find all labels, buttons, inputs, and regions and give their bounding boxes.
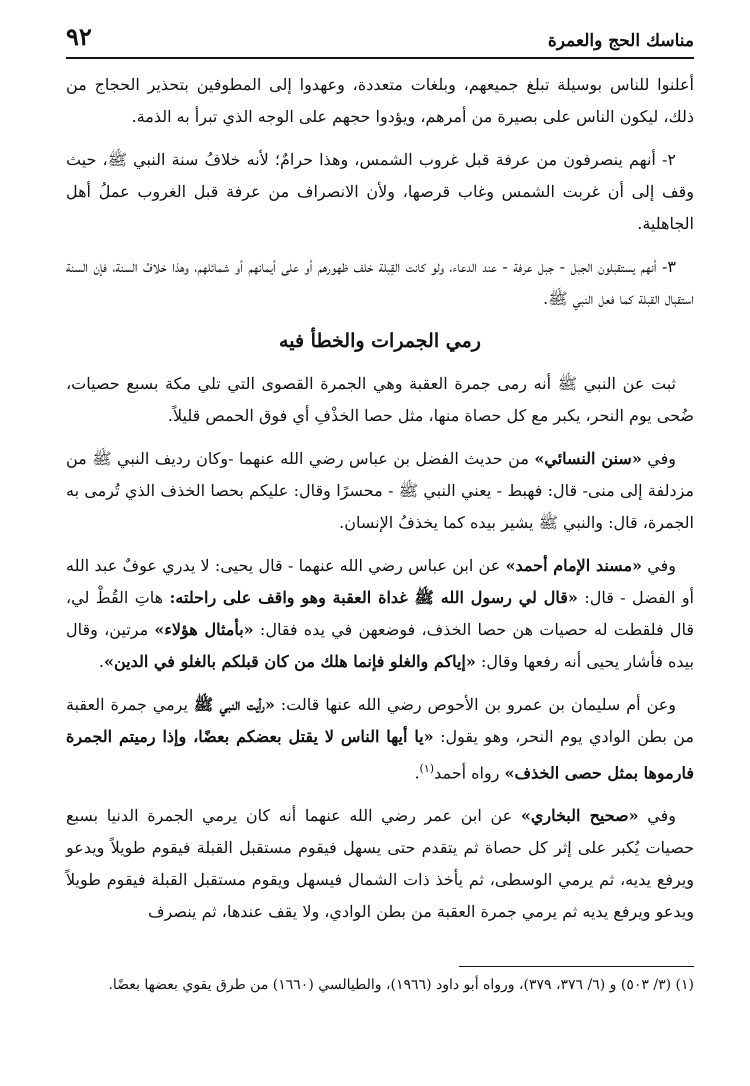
source-title: «مسند الإمام أحمد» [505,556,643,575]
paragraph-jamarat-1: ثبت عن النبي ﷺ أنه رمى جمرة العقبة وهي الجمرة القصوى التي تلي مكة بسبع حصيات، ضُحى يوم النحر، يكبر مع كل حصاة منها، مثل حصا الخذْفِ أي فوق الحمص قليلاً. [66,374,694,425]
text-span: مرتين، وقال بيده فأشار يحيى أنه رفعها وقال: [66,620,694,671]
text-span: وفي [642,556,676,575]
footnote: (١) (٣/ ٥٠٣) و (٦/ ٣٧٦، ٣٧٩)، ورواه أبو داود (١٩٦٦)، والطيالسي (١٦٦٠) من طرق يقوي بعضها بعضًا. [108,977,694,993]
text-span: . [98,652,104,671]
paragraph-jamarat-3 [66,550,694,678]
source-title: «سنن النسائي» [534,449,642,468]
section-heading: رمي الجمرات والخطأ فيه [279,330,481,352]
text-span: رواه أحمد [434,763,505,783]
text-span: يرمي جمرة العقبة من بطن الوادي يوم النحر، وهو يقول: [66,695,694,746]
text-span: وعن أم سليمان بن عمرو بن الأحوص رضي الله عنها قالت: [274,695,677,714]
text-span: من حديث الفضل بن عباس رضي الله عنهما -وكان رديف النبي ﷺ من مزدلفة إلى منى- قال: فهبط - يعني النبي ﷺ - محسرًا وقال: عليكم بحصا الخذف الذي تُرمى به الجمرة، قال: والنبي ﷺ يشير بيده كما يخذفُ الإنسان. [66,449,694,532]
hadith-quote: «قال لي رسول الله ﷺ غداة العقبة وهو واقف على راحلته: [169,588,578,607]
text-span: . [414,763,420,783]
text-span: عن ابن عباس رضي الله عنهما - قال يحيى: لا يدري عوفٌ عبد الله أو الفضل - قال: [66,556,695,607]
running-title: مناسك الحج والعمرة [547,31,694,51]
header-divider [66,57,694,59]
paragraph-point-2: ٢- أنهم ينصرفون من عرفة قبل غروب الشمس، وهذا حرامٌ؛ لأنه خلافُ سنة النبي ﷺ، حيث وقف إلى أن غربت الشمس وغاب قرصها، ولأن الانصراف من عرفة قبل الغروب عملُ أهل الجاهلية. [66,150,694,233]
paragraph-jamarat-2 [66,443,694,539]
source-title: «صحيح البخاري» [520,806,639,826]
page-header [66,22,694,57]
paragraph-jamarat-5 [66,800,694,928]
footnote-divider [459,966,694,967]
footnote-reference[interactable]: (١) [419,762,435,775]
text-span: وفي [638,806,677,826]
paragraph-jamarat-4 [66,689,694,789]
hadith-quote: «بأمثال هؤلاء» [154,620,254,639]
text-span: هاتِ القُطْ لي، قال فلقطت له حصيات هن حصا الخذف، فوضعهن في يده فقال: [66,588,694,639]
paragraph-continuation: أعلنوا للناس بوسيلة تبلغ جميعهم، وبلغات متعددة، وعهدوا إلى المطوفين بتحذير الحجاج من ذلك، ليكون الناس على بصيرة من أمرهم، ويؤدوا حجهم على الوجه الذي تبرأ به الذمة. [66,75,694,126]
hadith-quote: «رأيت النبي ﷺ [193,695,275,714]
text-span: وفي [641,449,676,468]
hadith-quote: «يا أيها الناس لا يقتل بعضكم بعضًا، وإذا رميتم الجمرة فارموها بمثل حصى الخذف» [66,727,694,783]
page-number: ٩٢ [66,22,92,51]
paragraph-point-3: ٣- أنهم يستقبلون الجبل - جبل عرفة - عند الدعاء، ولو كانت القِبلة خلف ظهورهم أو على أيمانهم أو شمائلهم، وهذا خلافُ السنة، فإن السنة استقبال القبلة كما فعل النبي ﷺ. [66,257,694,308]
hadith-quote: «إياكم والغلو فإنما هلك من كان قبلكم بالغلو في الدين» [103,652,476,671]
text-span: عن ابن عمر رضي الله عنهما أنه كان يرمي الجمرة الدنيا بسبع حصيات يُكبر على إثر كل حصاة ثم يتقدم حتى يسهل فيقوم مستقبل القبلة فيقوم طويلاً ويدعو ويرفع يديه، ثم يرمي الوسطى، ثم يأخذ ذات الشمال فيسهل ويقوم مستقبل القبلة فيقوم طويلاً ويدعو ويرفع يديه ثم يرمي جمرة العقبة من بطن الوادي، ولا يقف عندها، ثم ينصرف [66,806,695,922]
